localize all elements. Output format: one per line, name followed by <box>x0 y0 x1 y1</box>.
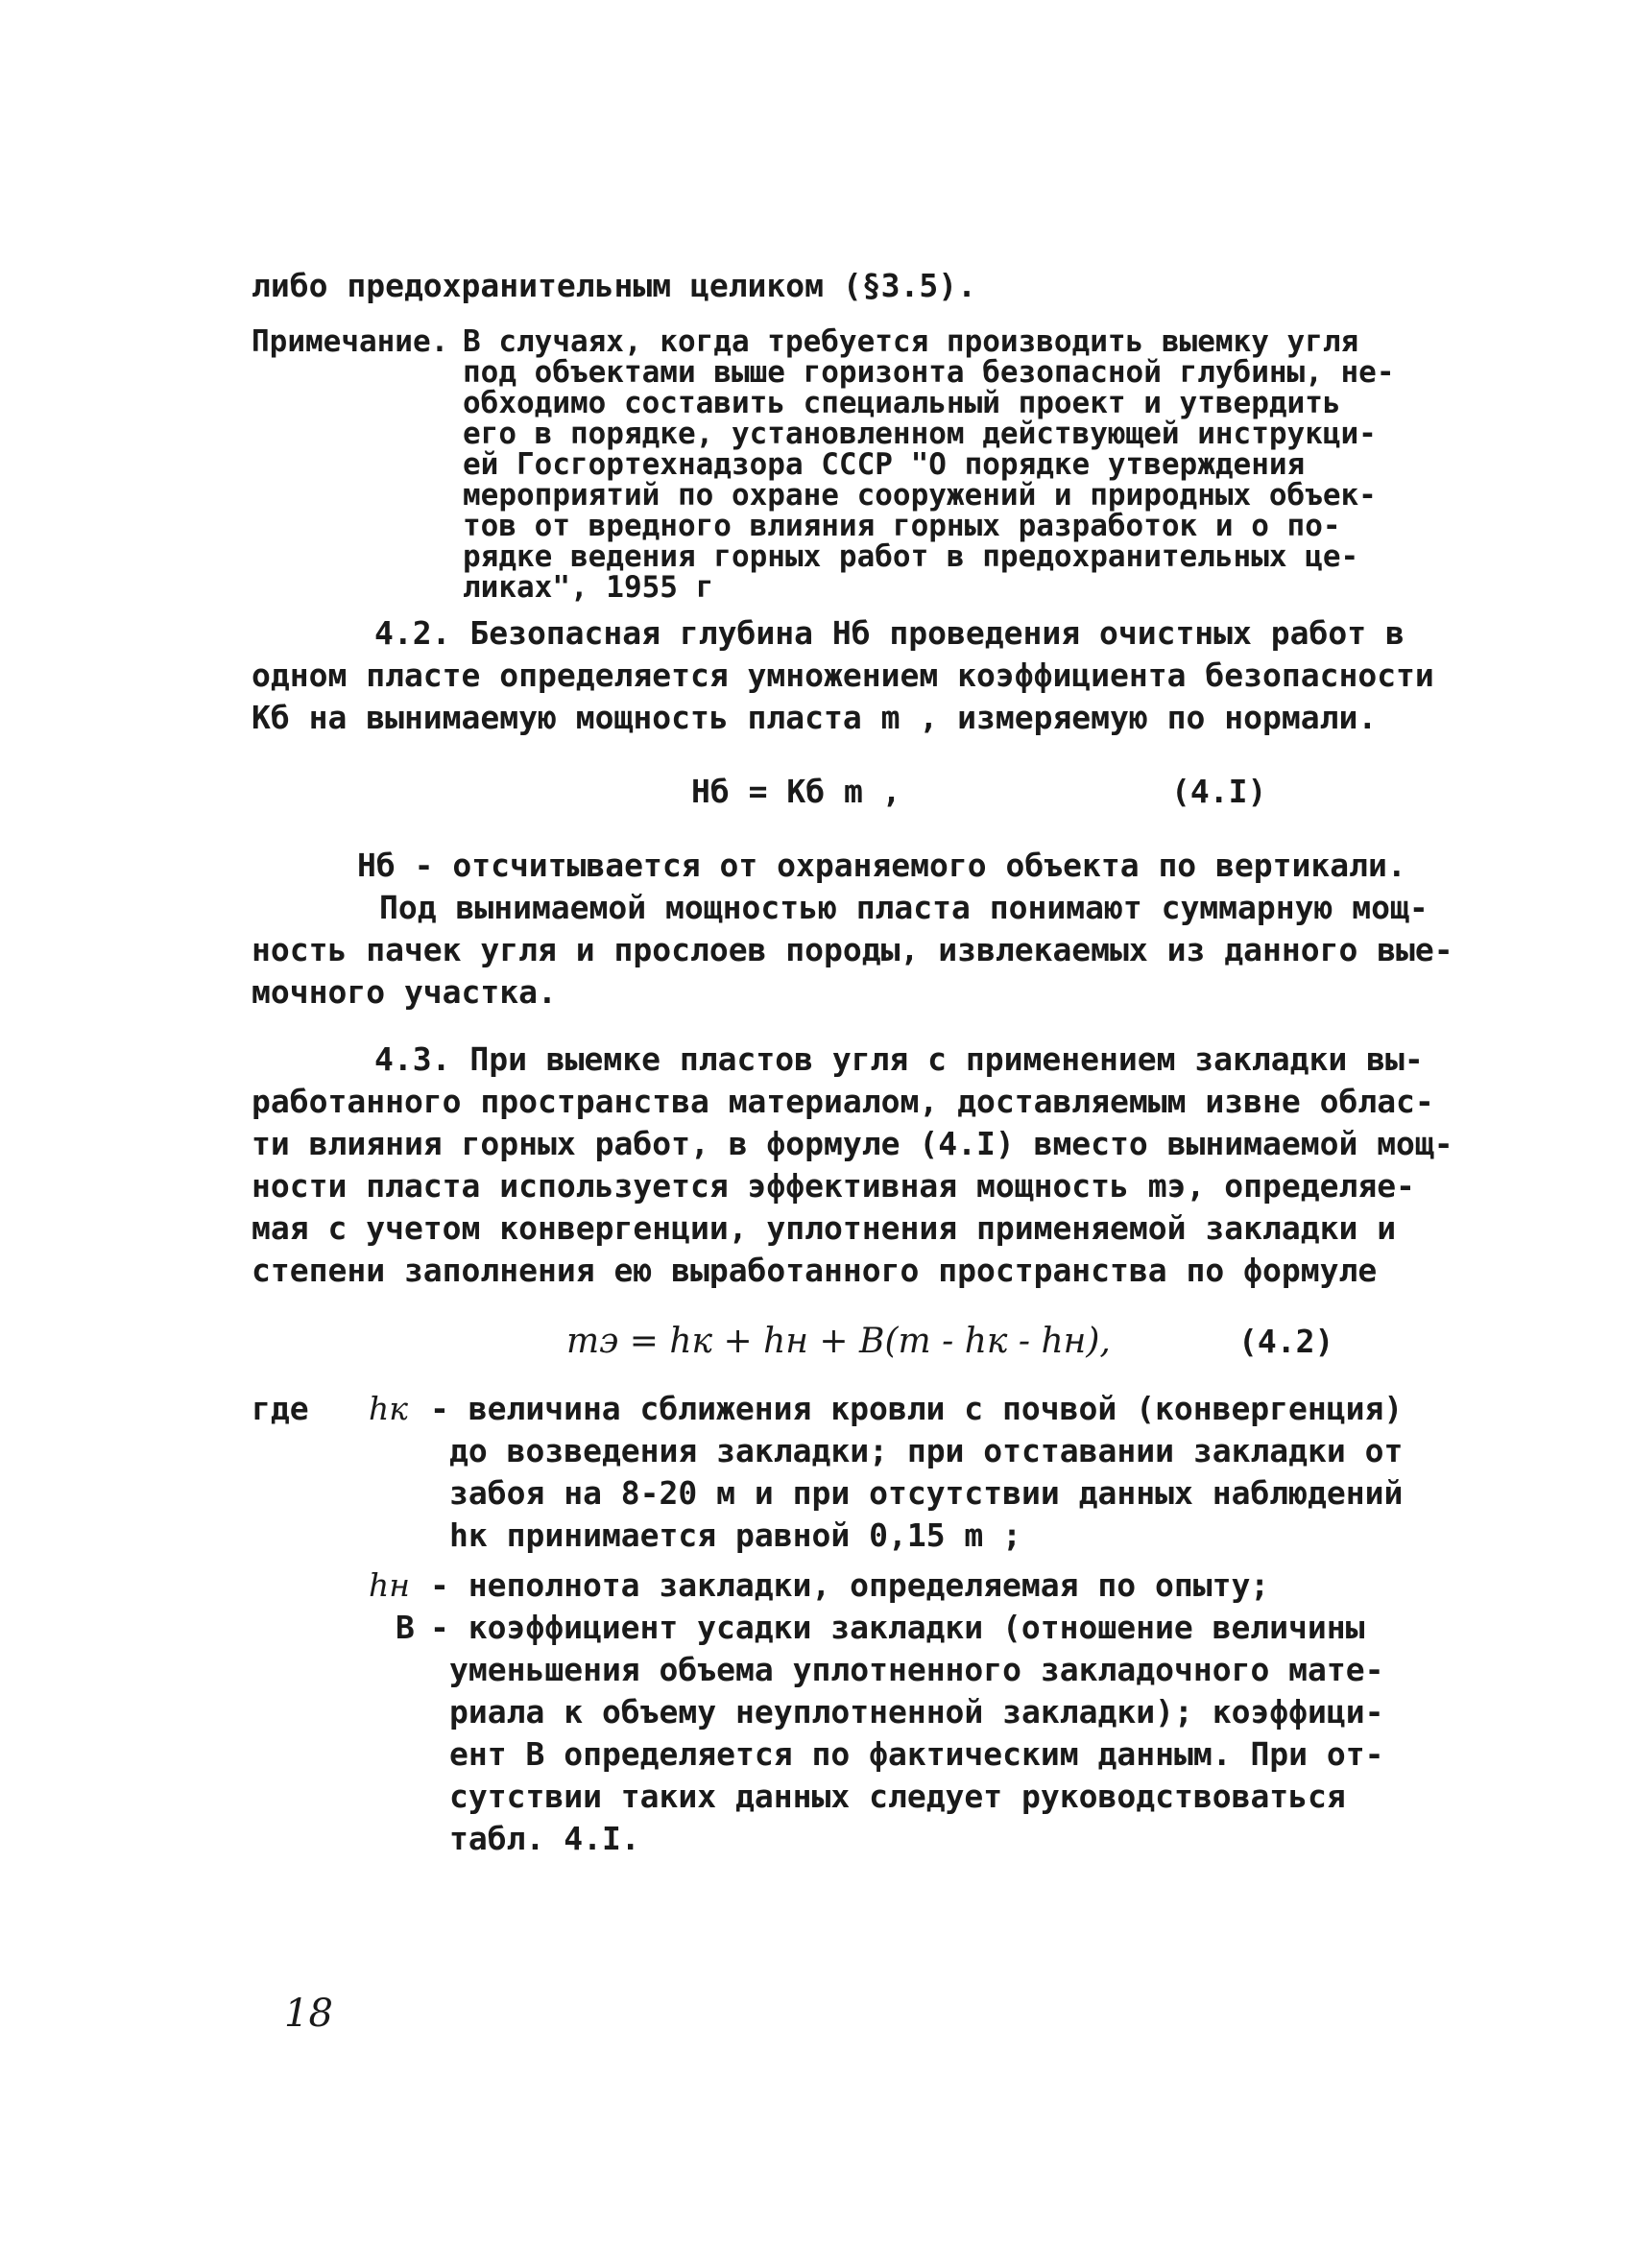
note-label: Примечание. <box>252 324 449 359</box>
where-label: где <box>252 1390 309 1427</box>
section-4-2-line: Под вынимаемой мощностью пласта понимают суммарную мощ- <box>379 889 1429 926</box>
formula-4-1: Нб = Кб m , <box>691 773 901 810</box>
formula-number: (4.I) <box>1171 773 1267 810</box>
definition-line: - коэффициент усадки закладки (отношение величины <box>430 1609 1365 1646</box>
note-line: тов от вредного влияния горных разработок и о по- <box>463 509 1341 543</box>
section-4-3-line: работанного пространства материалом, доставляемым извне облас- <box>252 1083 1434 1120</box>
section-4-2-line: Кб на вынимаемую мощность пласта m , измеряемую по нормали. <box>252 699 1378 736</box>
definition-line: сутствии таких данных следует руководствоваться <box>449 1778 1346 1815</box>
definition-line: забоя на 8-20 м и при отсутствии данных наблюдений <box>449 1474 1404 1512</box>
formula-4-2: mэ = hк + hн + B(m - hк - hн), <box>566 1322 1111 1361</box>
definition-line: - величина сближения кровли с почвой (конвергенция) <box>430 1390 1404 1427</box>
section-4-2-line: Нб - отсчитывается от охраняемого объекта по вертикали. <box>357 847 1406 884</box>
symbol-hk: hк <box>369 1390 408 1427</box>
definition-line: ент В определяется по фактическим данным. При от- <box>449 1735 1384 1773</box>
definition-line: табл. 4.I. <box>449 1820 640 1857</box>
note-line: обходимо составить специальный проект и утвердить <box>463 386 1341 420</box>
definition-line: - неполнота закладки, определяемая по опыту; <box>430 1566 1270 1604</box>
section-4-3-line: ности пласта используется эффективная мощность mэ, определяе- <box>252 1167 1415 1205</box>
note-line: его в порядке, установленном действующей инструкци- <box>463 417 1377 451</box>
section-4-2-line: 4.2. Безопасная глубина Нб проведения очистных работ в <box>374 614 1405 652</box>
note-line: В случаях, когда требуется производить выемку угля <box>463 324 1359 359</box>
text-line: либо предохранительным целиком (§3.5). <box>252 267 976 304</box>
section-4-2-line: мочного участка. <box>252 973 557 1011</box>
page-number: 18 <box>284 1992 333 2036</box>
definition-line: hк принимается равной 0,15 m ; <box>449 1516 1022 1554</box>
formula-number: (4.2) <box>1238 1323 1334 1360</box>
definition-line: уменьшения объема уплотненного закладочного мате- <box>449 1651 1384 1688</box>
section-4-3-line: 4.3. При выемке пластов угля с применением закладки вы- <box>374 1040 1424 1078</box>
note-line: под объектами выше горизонта безопасной глубины, не- <box>463 355 1395 390</box>
section-4-2-line: одном пласте определяется умножением коэффициента безопасности <box>252 657 1434 694</box>
section-4-2-line: ность пачек угля и прослоев породы, извлекаемых из данного вые- <box>252 931 1453 968</box>
note-line: ликах", 1955 г <box>463 570 714 605</box>
definition-line: до возведения закладки; при отставании закладки от <box>449 1432 1404 1469</box>
symbol-b: В <box>396 1609 415 1646</box>
section-4-3-line: ти влияния горных работ, в формуле (4.I) вместо вынимаемой мощ- <box>252 1125 1453 1162</box>
symbol-hn: hн <box>369 1566 410 1604</box>
note-line: ей Госгортехнадзора СССР "О порядке утверждения <box>463 447 1306 482</box>
note-line: мероприятий по охране сооружений и природных объек- <box>463 478 1377 513</box>
note-line: рядке ведения горных работ в предохранительных це- <box>463 539 1359 574</box>
section-4-3-line: мая с учетом конвергенции, уплотнения применяемой закладки и <box>252 1209 1397 1247</box>
definition-line: риала к объему неуплотненной закладки); коэффици- <box>449 1693 1384 1731</box>
section-4-3-line: степени заполнения ею выработанного пространства по формуле <box>252 1252 1378 1289</box>
